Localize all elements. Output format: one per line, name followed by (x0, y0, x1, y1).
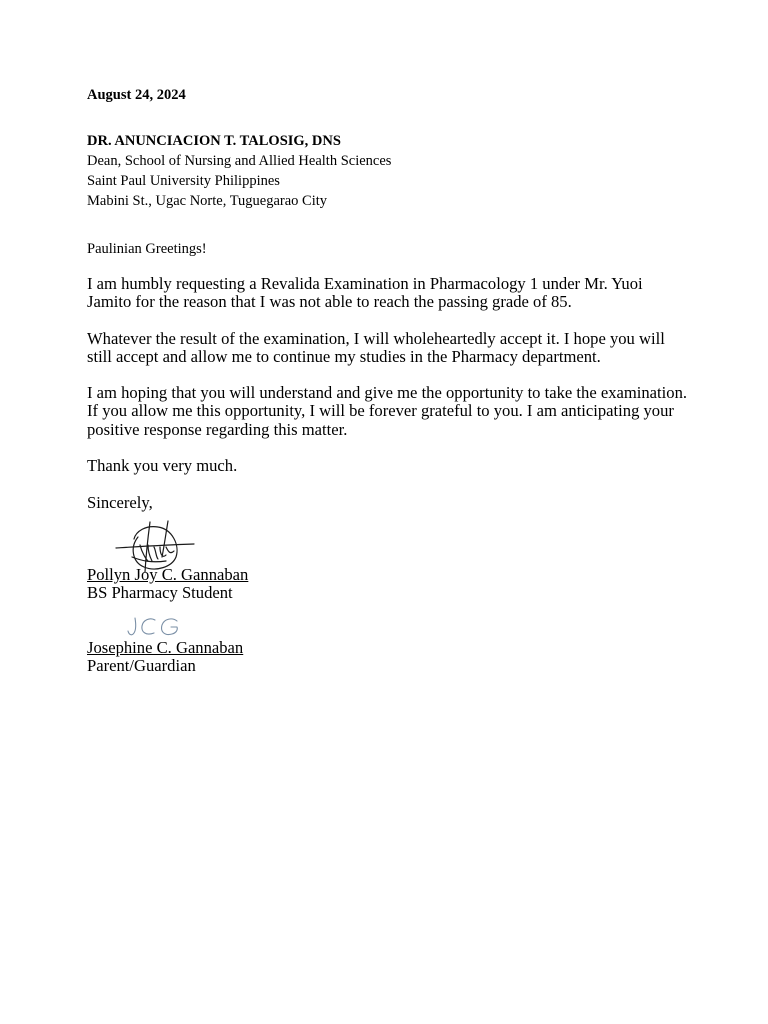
guardian-signer (87, 639, 243, 675)
guardian-signature (125, 612, 189, 640)
recipient-title: Dean, School of Nursing and Allied Health Sciences (87, 153, 392, 169)
body-paragraph: I am hoping that you will understand and give me the opportunity to take the examination. If you allow me this opportunity, I will be forever grateful to you. I am anticipating your positive response regarding this matter. (87, 383, 688, 439)
body-paragraph: Whatever the result of the examination, I will wholeheartedly accept it. I hope you will still accept and allow me to continue my studies in the Pharmacy department. (87, 328, 665, 366)
recipient-address: Mabini St., Ugac Norte, Tuguegarao City (87, 193, 328, 209)
letter-date: August 24, 2024 (87, 87, 186, 103)
body-paragraph: Thank you very much. (87, 455, 238, 475)
letter-closing: Sincerely, (87, 493, 153, 512)
letter-body (87, 275, 687, 493)
recipient-institution: Saint Paul University Philippines (87, 173, 280, 189)
guardian-name: Josephine C. Gannaban (87, 638, 244, 657)
recipient-name: DR. ANUNCIACION T. TALOSIG, DNS (87, 133, 341, 149)
student-role: BS Pharmacy Student (87, 583, 233, 603)
letter-greeting: Paulinian Greetings! (87, 241, 207, 257)
student-signer (87, 566, 248, 602)
recipient-block (87, 131, 391, 211)
guardian-role: Parent/Guardian (87, 656, 196, 676)
student-name: Pollyn Joy C. Gannaban (87, 565, 249, 584)
body-paragraph: I am humbly requesting a Revalida Examination in Pharmacology 1 under Mr. Yuoi Jamito for the reason that I was not able to reach the passing grade of 85. (87, 274, 643, 312)
